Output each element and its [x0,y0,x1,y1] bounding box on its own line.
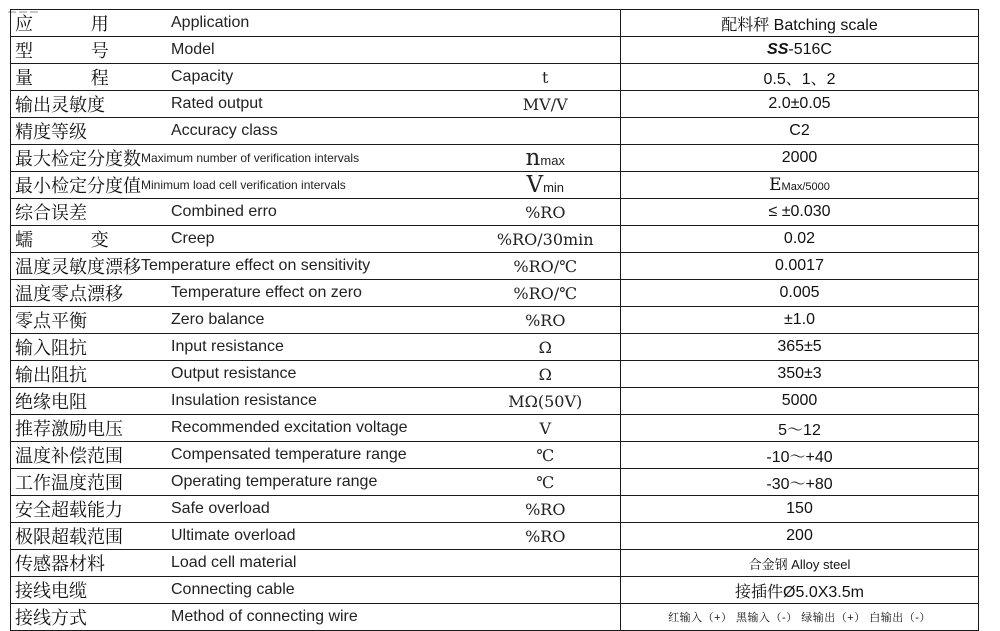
table-row [11,550,979,577]
row-en-label: Output resistance [171,365,297,382]
table-row [11,172,979,199]
unit-sub: min [543,180,565,195]
row-unit: MV/V [471,91,621,118]
row-cn-label: 绝缘电阻 [15,392,87,413]
row-value: -10～+40 [621,442,979,469]
row-en-label: Temperature effect on zero [171,284,362,301]
row-en-label: Minimum load cell verification intervals [141,178,346,192]
row-en-label: Capacity [171,68,234,85]
row-cn-label: 蠕 变 [15,230,135,251]
table-row [11,199,979,226]
row-en-label: Ultimate overload [171,527,296,544]
top-fragment [8,0,68,8]
row-cn-label: 精度等级 [15,122,87,143]
table-row [11,604,979,631]
table-row [11,280,979,307]
row-en-label: Insulation resistance [171,392,317,409]
row-value: 0.02 [621,226,979,253]
row-cn-label: 型 号 [15,41,135,62]
row-value: 365±5 [621,334,979,361]
row-value: 0.0017 [621,253,979,280]
row-unit: %RO/℃ [471,253,621,280]
row-value: 合金钢 Alloy steel [621,550,979,577]
row-value: ±1.0 [621,307,979,334]
table-row [11,226,979,253]
row-cn-label: 最大检定分度数 [15,149,141,170]
table-row [11,469,979,496]
row-unit: ℃ [471,469,621,496]
table-row [11,496,979,523]
row-en-label: Maximum number of verification intervals [141,151,360,165]
row-en-label: Rated output [171,95,263,112]
row-value: 5～12 [621,415,979,442]
row-en-label: Accuracy class [171,122,278,139]
row-unit: Ω [471,361,621,388]
row-unit [471,10,621,37]
row-unit: t [471,64,621,91]
row-unit: MΩ(50V) [471,388,621,415]
row-unit [471,172,621,199]
row-value: C2 [621,118,979,145]
row-cn-label: 极限超载范围 [15,527,123,548]
row-cn-label: 接线电缆 [15,581,87,602]
table-row [11,91,979,118]
row-value: 200 [621,523,979,550]
row-unit [471,550,621,577]
row-cn-label: 传感器材料 [15,554,105,575]
row-unit [471,577,621,604]
unit-main: V [526,172,544,198]
table-row [11,388,979,415]
row-en-label: Recommended excitation voltage [171,419,408,436]
table-row [11,577,979,604]
table-row [11,145,979,172]
value-main: E [769,175,782,195]
row-cn-label: 最小检定分度值 [15,176,141,197]
row-value: 2000 [621,145,979,172]
row-unit: V [471,415,621,442]
row-unit [471,118,621,145]
row-value [621,37,979,64]
unit-sub: max [540,153,565,168]
row-cn-label: 综合误差 [15,203,87,224]
unit-main: n [525,145,541,171]
row-cn-label: 安全超载能力 [15,500,123,521]
row-value: 350±3 [621,361,979,388]
table-row [11,361,979,388]
table-row [11,118,979,145]
row-value: 红输入（+） 黑输入（-） 绿输出（+） 白输出（-） [621,604,979,631]
row-cn-label: 输入阻抗 [15,338,87,359]
row-en-label: Compensated temperature range [171,446,407,463]
row-en-label: Zero balance [171,311,265,328]
row-en-label: Safe overload [171,500,270,517]
row-cn-label: 量 程 [15,68,135,89]
row-cn-label: 应 用 [15,14,135,35]
row-unit: %RO [471,523,621,550]
model-prefix: SS [767,41,789,58]
row-cn-label: 输出灵敏度 [15,95,105,116]
table-row [11,253,979,280]
row-value: 2.0±0.05 [621,91,979,118]
row-en-label: Method of connecting wire [171,608,358,625]
row-cn-label: 推荐激励电压 [15,419,123,440]
row-value: 0.005 [621,280,979,307]
row-unit: Ω [471,334,621,361]
row-value: 5000 [621,388,979,415]
row-unit: ℃ [471,442,621,469]
row-cn-label: 温度零点漂移 [15,284,123,305]
table-row [11,523,979,550]
row-value [621,172,979,199]
row-value: -30～+80 [621,469,979,496]
row-en-label: Combined erro [171,203,277,220]
table-row [11,442,979,469]
row-cn-label: 输出阻抗 [15,365,87,386]
table-row [11,415,979,442]
row-unit: %RO [471,496,621,523]
row-unit: %RO [471,307,621,334]
model-number: -516C [788,41,832,58]
row-value: ≤ ±0.030 [621,199,979,226]
row-unit: %RO/30min [471,226,621,253]
row-en-label: Load cell material [171,554,297,571]
row-unit [471,604,621,631]
row-unit [471,37,621,64]
row-en-label: Connecting cable [171,581,295,598]
row-en-label: Operating temperature range [171,473,378,490]
row-value: 接插件Ø5.0X3.5m [621,577,979,604]
spec-table [10,9,979,631]
table-row [11,307,979,334]
row-value: 0.5、1、2 [621,64,979,91]
row-unit: %RO/℃ [471,280,621,307]
row-en-label: Creep [171,230,215,247]
row-cn-label: 温度灵敏度漂移 [15,257,141,278]
table-row [11,37,979,64]
row-en-label: Temperature effect on sensitivity [141,257,371,274]
row-cn-label: 零点平衡 [15,311,87,332]
table-row [11,334,979,361]
row-cn-label: 温度补偿范围 [15,446,123,467]
row-en-label: Input resistance [171,338,284,355]
row-value: 配料秤 Batching scale [621,10,979,37]
row-cn-label: 工作温度范围 [15,473,123,494]
row-en-label: Model [171,41,215,58]
row-en-label: Application [171,14,250,31]
row-unit: %RO [471,199,621,226]
table-row [11,10,979,37]
row-unit [471,145,621,172]
table-row [11,64,979,91]
row-cn-label: 接线方式 [15,608,87,629]
row-value: 150 [621,496,979,523]
value-sub: Max/5000 [781,181,830,193]
